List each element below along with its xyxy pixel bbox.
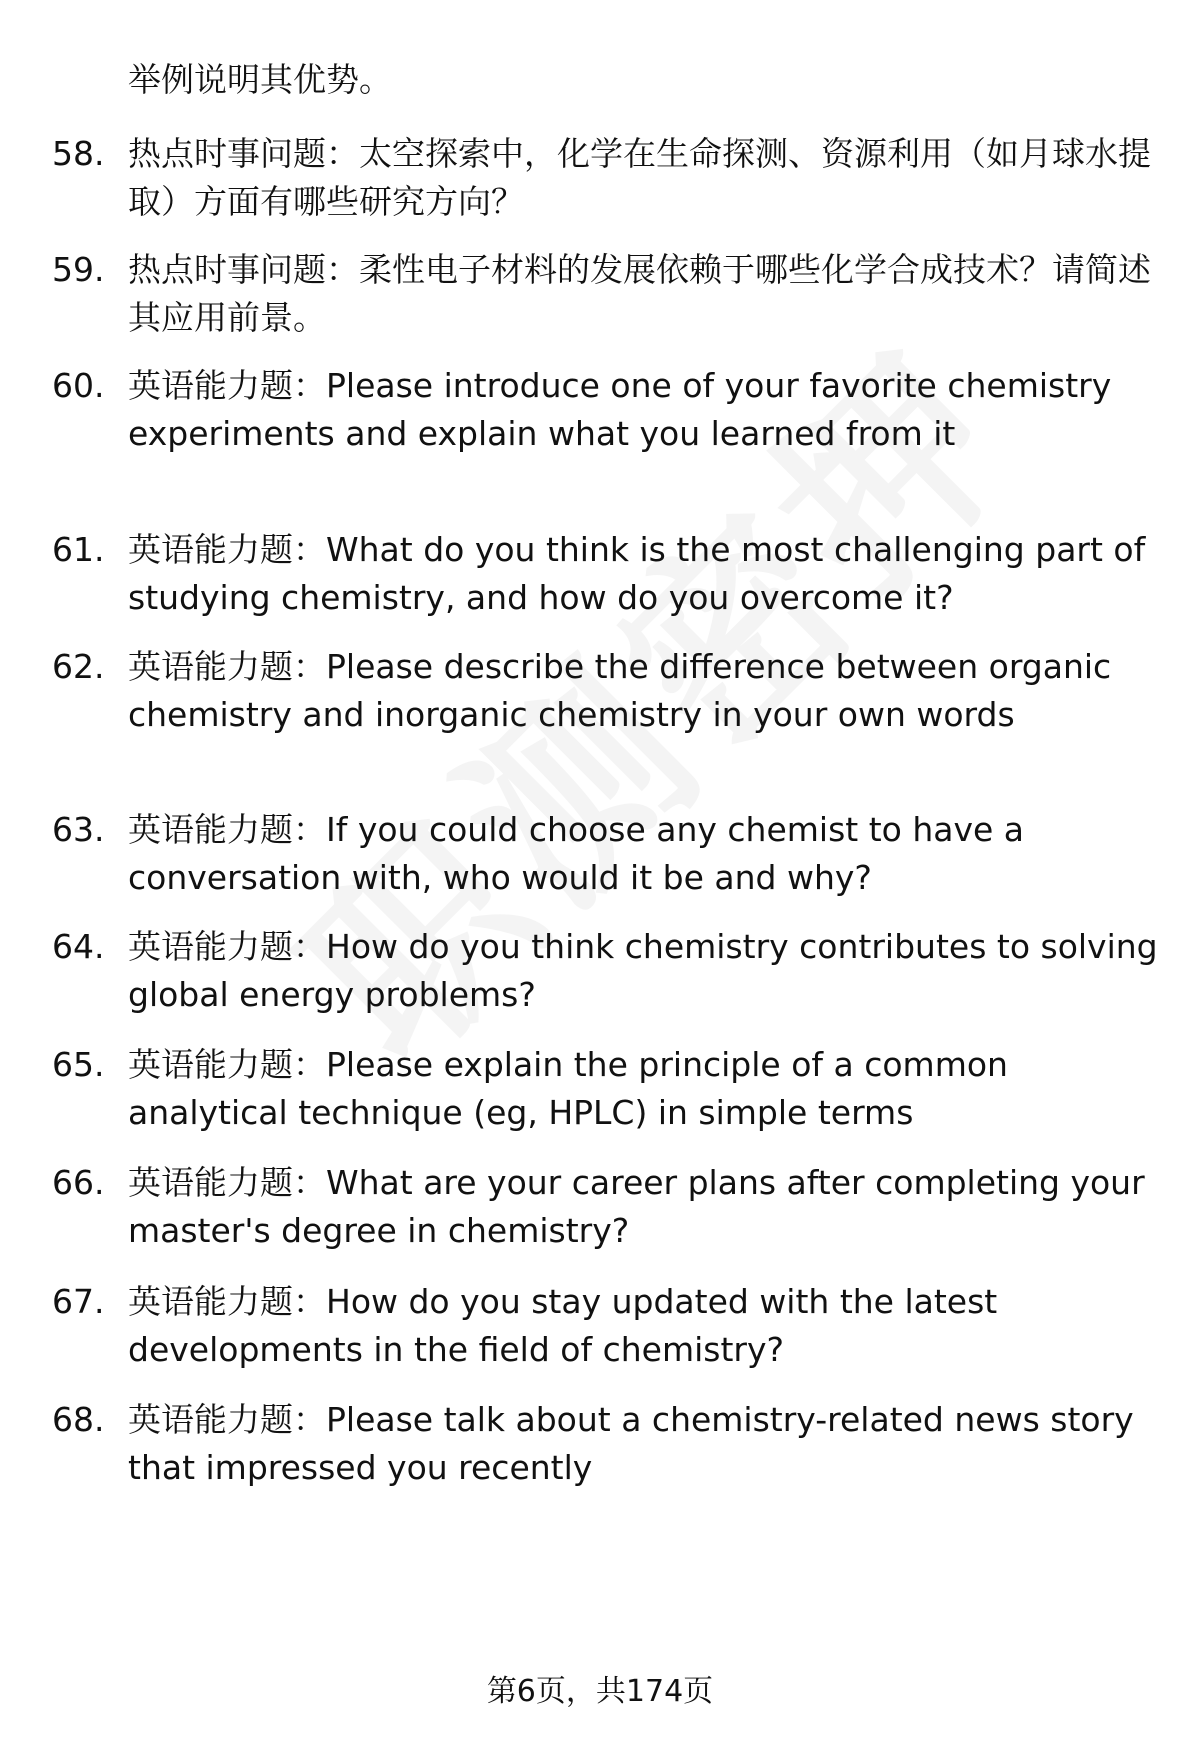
question-item	[52, 1041, 1167, 1137]
question-number: 59.	[52, 250, 105, 289]
question-item	[52, 643, 1167, 739]
question-number: 58.	[52, 134, 105, 173]
question-text: 英语能力题：Please explain the principle of a common analytical technique (eg, HPLC) in simple terms	[128, 1045, 1008, 1132]
question-item	[52, 806, 1167, 902]
question-item	[52, 130, 1167, 226]
question-number: 64.	[52, 927, 105, 966]
question-text: 英语能力题：How do you think chemistry contributes to solving global energy problems?	[128, 927, 1158, 1014]
question-number: 62.	[52, 647, 105, 686]
page-footer: 第6页，共174页	[486, 1674, 714, 1709]
question-text: 英语能力题：Please talk about a chemistry-related news story that impressed you recently	[128, 1400, 1134, 1487]
question-item	[52, 362, 1167, 458]
question-number: 63.	[52, 810, 105, 849]
question-number: 61.	[52, 530, 105, 569]
question-item	[52, 1278, 1167, 1374]
question-text: 英语能力题：If you could choose any chemist to have a conversation with, who would it be and why?	[128, 810, 1024, 897]
question-item	[52, 923, 1167, 1019]
question-item	[52, 246, 1167, 342]
question-number: 65.	[52, 1045, 105, 1084]
question-number: 68.	[52, 1400, 105, 1439]
question-number: 67.	[52, 1282, 105, 1321]
question-text: 英语能力题：What are your career plans after completing your master's degree in chemistry?	[128, 1163, 1145, 1250]
question-text: 英语能力题：Please describe the difference between organic chemistry and inorganic chemistry in your own words	[128, 647, 1112, 734]
question-text: 英语能力题：What do you think is the most challenging part of studying chemistry, and how do you overcome it?	[128, 530, 1146, 617]
question-item	[52, 526, 1167, 622]
question-item	[52, 1159, 1167, 1255]
continuation-text: 举例说明其优势。	[128, 60, 392, 99]
question-text: 英语能力题：How do you stay updated with the latest developments in the field of chemistry?	[128, 1282, 998, 1369]
question-text: 热点时事问题：柔性电子材料的发展依赖于哪些化学合成技术？请简述其应用前景。	[128, 250, 1151, 337]
question-number: 66.	[52, 1163, 105, 1202]
question-text: 热点时事问题：太空探索中，化学在生命探测、资源利用（如月球水提取）方面有哪些研究方向？	[128, 134, 1151, 221]
question-number: 60.	[52, 366, 105, 405]
question-text: 英语能力题：Please introduce one of your favorite chemistry experiments and explain what you learned from it	[128, 366, 1112, 453]
question-item	[52, 1396, 1167, 1492]
